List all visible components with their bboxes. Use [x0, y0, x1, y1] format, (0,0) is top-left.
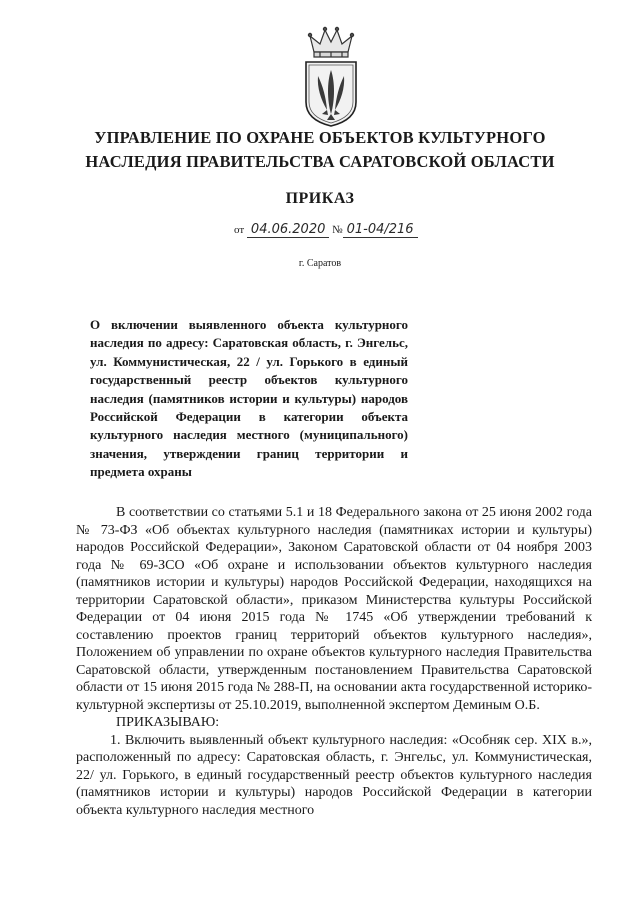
saratov-coat-of-arms-icon [300, 22, 362, 128]
organization-title-line2: НАСЛЕДИЯ ПРАВИТЕЛЬСТВА САРАТОВСКОЙ ОБЛАСТИ [85, 152, 555, 171]
order-number: 01-04/216 [343, 222, 418, 238]
city-line: г. Саратов [298, 258, 342, 269]
date-prefix: от [234, 224, 245, 236]
order-word: ПРИКАЗЫВАЮ: [116, 715, 220, 730]
number-prefix: № [332, 224, 343, 236]
order-subject: О включении выявленного объекта культурного наследия по адресу: Саратовская область, г. Энгельс, ул. Коммунистическая, 22 / ул. Горького в единый государственный реестр объектов культурного наследия (памятников истории и культуры) народов Российской Федерации в категории объекта культурного наследия местного (муниципального) значения, утверждении границ территории и предмета охраны [90, 317, 408, 480]
preamble-paragraph: В соответствии со статьями 5.1 и 18 Федерального закона от 25 июня 2002 года № 73-ФЗ «Об объектах культурного наследия (памятниках истории и культуры) народов Российской Федерации», Законом Саратовской области от 04 ноября 2003 года № 69-ЗСО «Об охране и использовании объектов культурного наследия (памятников истории и культуры) народов Российской Федерации, находящихся на территории Саратовской области», приказом Министерства культуры Российской Федерации от 04 июня 2015 года № 1745 «Об утверждении требований к составлению проектов границ территорий объектов культурного наследия», Положением об управлении по охране объектов культурного наследия Правительства Саратовской области, утвержденным постановлением Правительства Саратовской области от 15 июня 2015 года № 288-П, на основании акта государственной историко-культурной экспертизы от 25.10.2019, выполненной экспертом Деминым О.Б. [76, 505, 592, 713]
organization-title-line1: УПРАВЛЕНИЕ ПО ОХРАНЕ ОБЪЕКТОВ КУЛЬТУРНОГО [94, 128, 546, 147]
order-date: 04.06.2020 [247, 222, 329, 238]
order-body [76, 504, 592, 819]
order-item-1: 1. Включить выявленный объект культурного наследия: «Особняк сер. XIX в.», расположенный по адресу: Саратовская область, г. Энгельс, ул. Коммунистическая, 22/ ул. Горького, в единый государственный реестр объектов культурного наследия (памятников истории и культуры) народов Российской Федерации в категории объекта культурного наследия местного [76, 732, 592, 818]
order-date-number [234, 222, 418, 238]
order-heading: ПРИКАЗ [285, 190, 355, 207]
organization-title [40, 126, 600, 174]
